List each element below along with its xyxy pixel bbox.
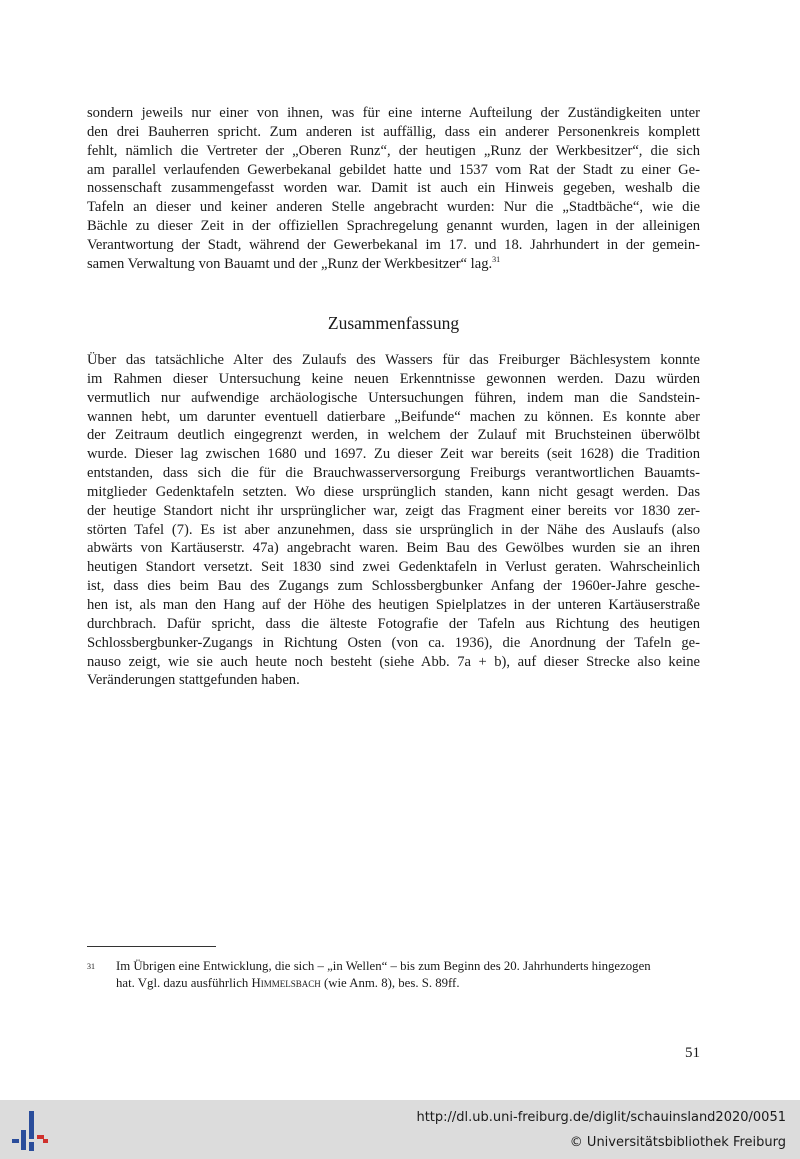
text-line: nossenschaft zusammengefasst worden war. Damit ist auch ein Hinweis gegeben, weshalb die (87, 180, 700, 197)
text-line: sondern jeweils nur einer von ihnen, was für eine interne Aufteilung der Zuständigkeiten unter (87, 105, 700, 121)
paragraph-continued (87, 104, 700, 274)
text-line: wurde. Dieser lag zwischen 1680 und 1697. Zu dieser Zeit war bereits (seit 1628) die Tradition (87, 446, 700, 463)
text-line: der Zeitraum deutlich eingegrenzt werden, in welchem der Zulauf mit Bruchsteinen überwölbt (87, 427, 700, 444)
footnote-line: Im Übrigen eine Entwicklung, die sich – „in Wellen“ – bis zum Beginn des 20. Jahrhunderts hingezogen (116, 959, 651, 973)
footnote-number: 31 (87, 962, 95, 971)
text-line: wannen hebt, um darunter eventuell datierbare „Beifunde“ machen zu können. Es konnte aber (87, 408, 700, 425)
page-number: 51 (685, 1045, 700, 1061)
text-line-last (87, 255, 700, 274)
footnote-line (116, 975, 700, 992)
text-line: durchbrach. Dafür spricht, dass die älteste Fotografie der Tafeln aus Richtung des heutigen (87, 615, 700, 632)
copyright-notice: © Universitätsbibliothek Freiburg (569, 1135, 786, 1150)
text-line: hen ist, als man den Hang auf der Höhe des heutigen Spielplatzes in der unteren Kartäuserstraße (87, 596, 700, 613)
text-line: nauso zeigt, wie sie auch heute noch besteht (siehe Abb. 7a + b), auf dieser Strecke also keine (87, 653, 700, 670)
text-line: am parallel verlaufenden Gewerbekanal gebildet hatte und 1537 vom Rat der Stadt zu einer Ge- (87, 161, 700, 178)
ub-freiburg-logo-icon (10, 1109, 50, 1151)
section-heading: Zusammenfassung (327, 313, 460, 333)
footnote (87, 958, 700, 992)
summary-paragraph (87, 351, 700, 690)
footnote-separator (87, 946, 216, 947)
text-line: mitglieder Gedenktafeln setzten. Wo diese ursprünglich standen, kann nicht gesagt werden. Das (87, 483, 700, 500)
text-line: Über das tatsächliche Alter des Zulaufs des Wassers für das Freiburger Bächlesystem konnte (87, 352, 700, 368)
footnote-reference: 31 (492, 254, 501, 264)
footnote-text-part: hat. Vgl. dazu ausführlich (116, 976, 252, 990)
text-line: den drei Bauherren spricht. Zum anderen ist auffällig, dass ein anderer Personenkreis komplett (87, 123, 700, 140)
text-line: abwärts von Kartäuserstr. 47a) angebracht waren. Beim Bau des Gewölbes wurden sie an ihren (87, 540, 700, 557)
author-name: Himmelsbach (251, 976, 321, 990)
text-line: im Rahmen dieser Untersuchung keine neuen Erkenntnisse gewonnen werden. Dazu würden (87, 370, 700, 387)
text-line-last: Veränderungen stattgefunden haben. (87, 672, 300, 689)
text-line: störten Tafel (7). Es ist aber anzunehmen, dass sie ursprünglich in der Nähe des Auslaufs (also (87, 521, 700, 538)
text-line: Verantwortung der Stadt, während der Gewerbekanal im 17. und 18. Jahrhundert in der gemein- (87, 236, 700, 253)
text-line: Tafeln an dieser und keiner anderen Stelle angebracht wurden: Nur die „Stadtbäche“, wie die (87, 199, 700, 216)
text-line: heutigen Standort versetzt. Seit 1830 sind zwei Gedenktafeln in Verlust geraten. Wahrscheinlich (87, 559, 700, 576)
text-line: vermutlich nur aufwendige archäologische Untersuchungen führen, indem man die Sandstein- (87, 389, 700, 406)
footnote-text-part: (wie Anm. 8), bes. S. 89ff. (320, 976, 460, 990)
text-line: Bächle zu dieser Zeit in der offiziellen Sprachregelung genannt wurden, lagen in der alleinigen (87, 218, 700, 235)
viewer-footer-bar (0, 1100, 800, 1159)
footnote-text (116, 958, 700, 992)
text-line: ist, dass dies beim Bau des Zugangs zum Schlossbergbunker Anfang der 1960er-Jahre gesche- (87, 578, 700, 595)
text-line: fehlt, nämlich die Vertreter der „Oberen Runz“, der heutigen „Runz der Werkbesitzer“, die sich (87, 142, 700, 159)
text-line-content: samen Verwaltung von Bauamt und der „Runz der Werkbesitzer“ lag. (87, 255, 493, 272)
text-line: entstanden, dass sich die für die Brauchwasserversorgung Freiburgs verantwortlichen Bauamts- (87, 465, 700, 482)
text-line: der heutige Standort nicht ihr ursprünglicher war, zeigt das Fragment einer bereits vor 1830 zer- (87, 502, 700, 519)
document-url-link[interactable]: http://dl.ub.uni-freiburg.de/diglit/schauinsland2020/0051 (416, 1110, 786, 1125)
text-line: Schlossbergbunker-Zugangs in Richtung Osten (von ca. 1936), die Anordnung der Tafeln ge- (87, 634, 700, 651)
